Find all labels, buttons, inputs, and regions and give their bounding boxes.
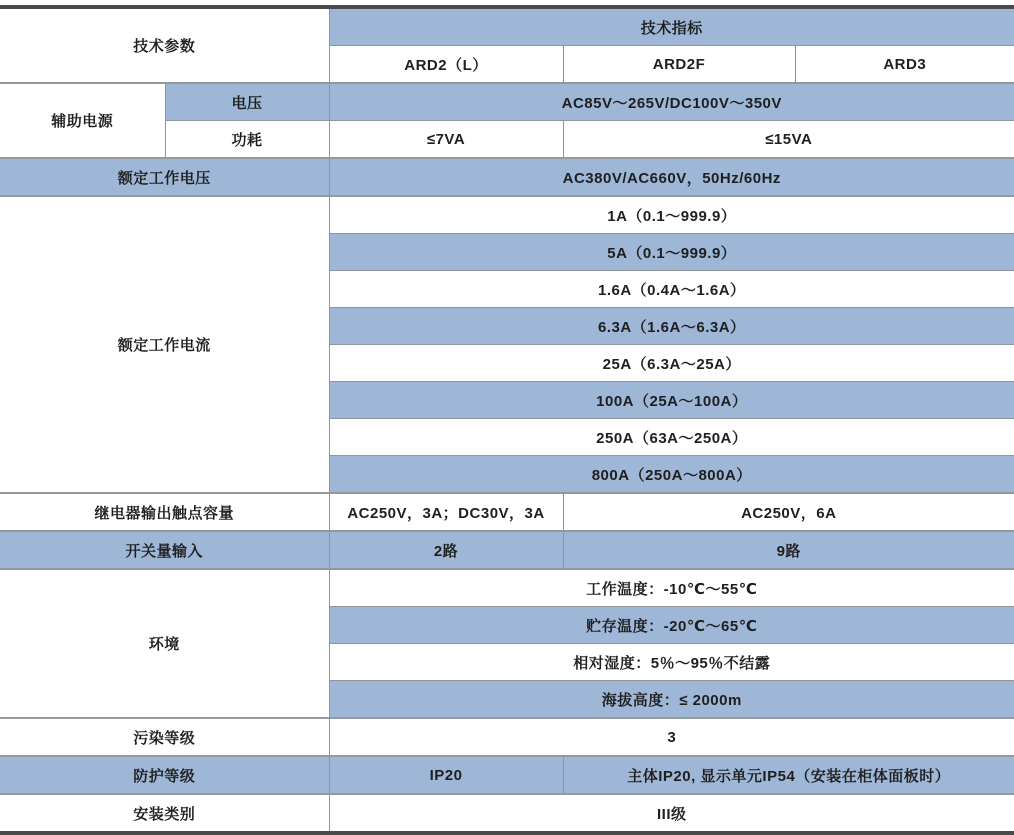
- cell-model-ard3: ARD3: [795, 46, 1014, 84]
- cell-env-altitude: 海拔高度：≤ 2000m: [329, 681, 1014, 719]
- cell-switch-input-ard2: 2路: [329, 531, 563, 569]
- cell-aux-voltage-value: AC85V～265V/DC100V～350V: [329, 83, 1014, 121]
- cell-model-ard2f: ARD2F: [563, 46, 795, 84]
- cell-protection-label: 防护等级: [0, 756, 329, 794]
- cell-environment-label: 环境: [0, 569, 329, 718]
- cell-rated-current-6-3a: 6.3A（1.6A～6.3A）: [329, 308, 1014, 345]
- cell-rated-current-1a: 1A（0.1～999.9）: [329, 196, 1014, 234]
- cell-switch-input-label: 开关量输入: [0, 531, 329, 569]
- cell-tech-index-header: 技术指标: [329, 7, 1014, 46]
- cell-env-humidity: 相对湿度：5％～95％不结露: [329, 644, 1014, 681]
- spec-table: [0, 5, 1014, 835]
- cell-rated-voltage-value: AC380V/AC660V，50Hz/60Hz: [329, 158, 1014, 196]
- cell-rated-current-250a: 250A（63A～250A）: [329, 419, 1014, 456]
- cell-rated-current-25a: 25A（6.3A～25A）: [329, 345, 1014, 382]
- cell-pollution-label: 污染等级: [0, 718, 329, 756]
- cell-rated-current-100a: 100A（25A～100A）: [329, 382, 1014, 419]
- cell-rated-current-800a: 800A（250A～800A）: [329, 456, 1014, 494]
- cell-relay-output-others: AC250V，6A: [563, 493, 1014, 531]
- cell-relay-output-label: 继电器输出触点容量: [0, 493, 329, 531]
- cell-aux-power-label: 辅助电源: [0, 83, 165, 158]
- cell-relay-output-ard2: AC250V，3A；DC30V，3A: [329, 493, 563, 531]
- cell-pollution-value: 3: [329, 718, 1014, 756]
- cell-installation-value: III级: [329, 794, 1014, 833]
- cell-protection-ard2: IP20: [329, 756, 563, 794]
- cell-aux-consumption-label: 功耗: [165, 121, 329, 159]
- cell-rated-current-1-6a: 1.6A（0.4A～1.6A）: [329, 271, 1014, 308]
- cell-rated-current-label: 额定工作电流: [0, 196, 329, 493]
- cell-env-storage-temp: 贮存温度：-20℃～65℃: [329, 607, 1014, 644]
- cell-rated-current-5a: 5A（0.1～999.9）: [329, 234, 1014, 271]
- cell-aux-consumption-ard2: ≤7VA: [329, 121, 563, 159]
- cell-protection-others: 主体IP20, 显示单元IP54（安装在柜体面板时）: [563, 756, 1014, 794]
- cell-env-working-temp: 工作温度：-10℃～55℃: [329, 569, 1014, 607]
- cell-installation-label: 安装类别: [0, 794, 329, 833]
- cell-tech-params-label: 技术参数: [0, 7, 329, 83]
- cell-aux-consumption-others: ≤15VA: [563, 121, 1014, 159]
- cell-model-ard2l: ARD2（L）: [329, 46, 563, 84]
- cell-switch-input-others: 9路: [563, 531, 1014, 569]
- cell-rated-voltage-label: 额定工作电压: [0, 158, 329, 196]
- cell-aux-voltage-label: 电压: [165, 83, 329, 121]
